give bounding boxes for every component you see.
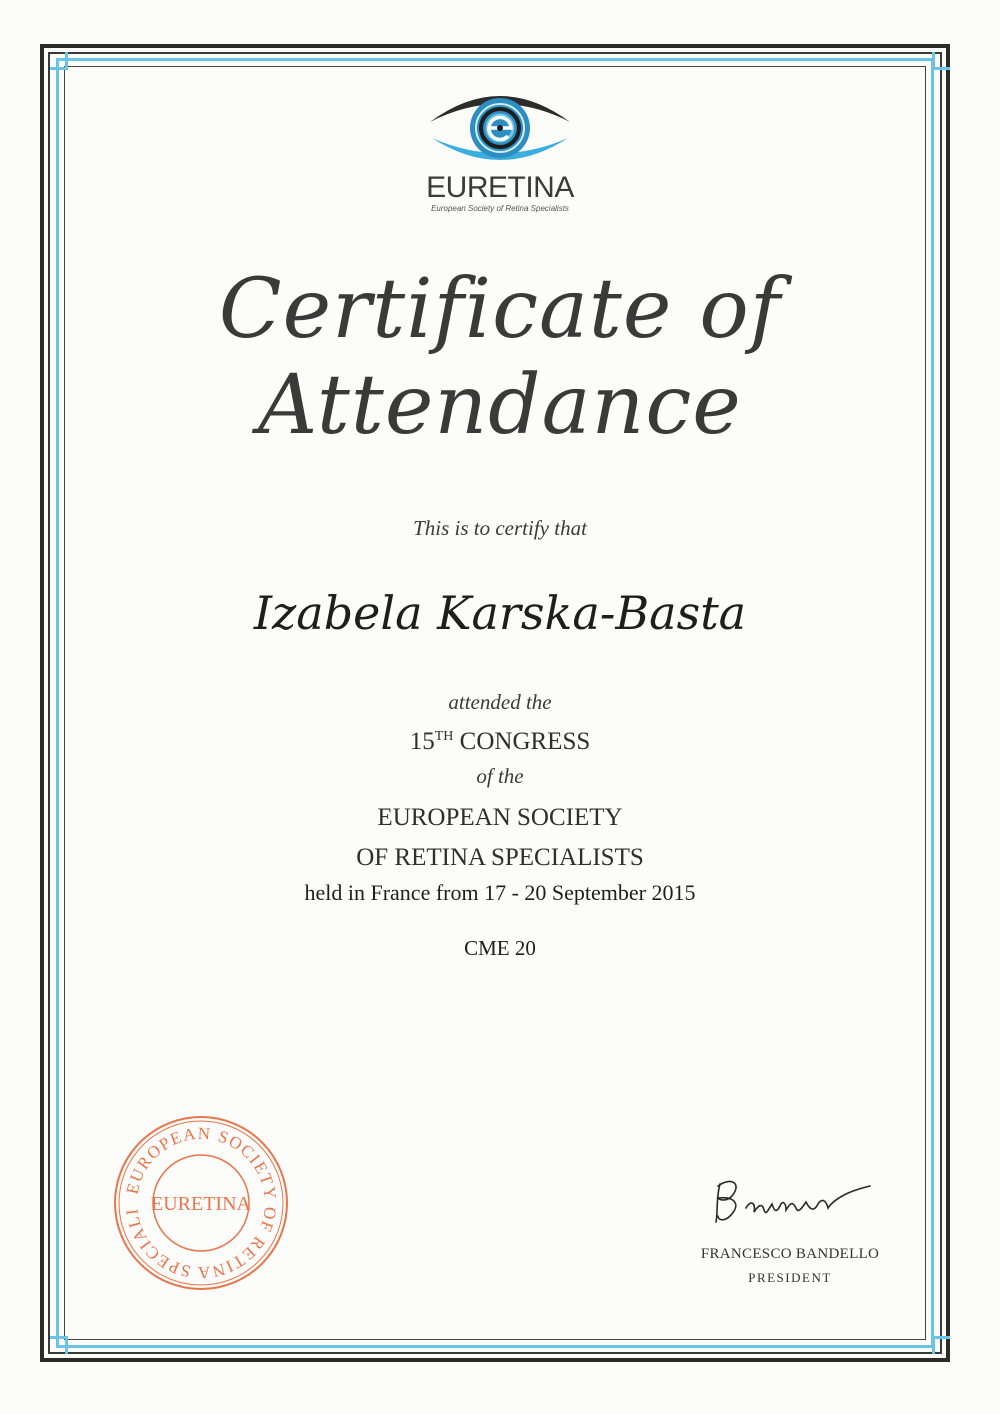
congress-line [0, 728, 1000, 756]
certificate-title-line-1: Certificate of [218, 262, 782, 357]
eye-logo-icon [420, 82, 580, 174]
certify-text: This is to certify that [413, 516, 587, 540]
seal-center-text: EURETINA [151, 1193, 251, 1215]
recipient-name: Izabela Karska-Basta [253, 586, 747, 640]
society-line-2: OF RETINA SPECIALISTS [356, 844, 644, 871]
society-seal [110, 1112, 292, 1294]
attended-text: attended the [448, 690, 552, 714]
certificate-title-line-2: Attendance [258, 358, 742, 453]
corner-ornament-bottom-left [50, 1336, 68, 1354]
congress-word: CONGRESS [459, 728, 591, 755]
signature-icon [706, 1168, 876, 1232]
congress-number: 15 [409, 728, 435, 755]
seal-stamp-icon [110, 1112, 292, 1294]
cme-credits: CME 20 [464, 936, 536, 960]
event-dates: held in France from 17 - 20 September 2015 [304, 880, 696, 905]
corner-ornament-top-left [50, 52, 68, 70]
seal-ring-text: EUROPEAN SOCIETY OF RETINA SPECIALI [122, 1123, 281, 1283]
euretina-logo [410, 82, 590, 232]
of-the-text: of the [476, 764, 524, 788]
signatory-role: PRESIDENT [748, 1270, 832, 1285]
signatory-name: FRANCESCO BANDELLO [700, 1246, 880, 1262]
congress-suffix: TH [434, 729, 454, 744]
logo-wordmark: EURETINA [426, 171, 574, 204]
society-line-1: EUROPEAN SOCIETY [377, 804, 623, 831]
logo-subtitle: European Society of Retina Specialists [431, 204, 569, 213]
corner-ornament-bottom-right [932, 1336, 950, 1354]
corner-ornament-top-right [932, 52, 950, 70]
